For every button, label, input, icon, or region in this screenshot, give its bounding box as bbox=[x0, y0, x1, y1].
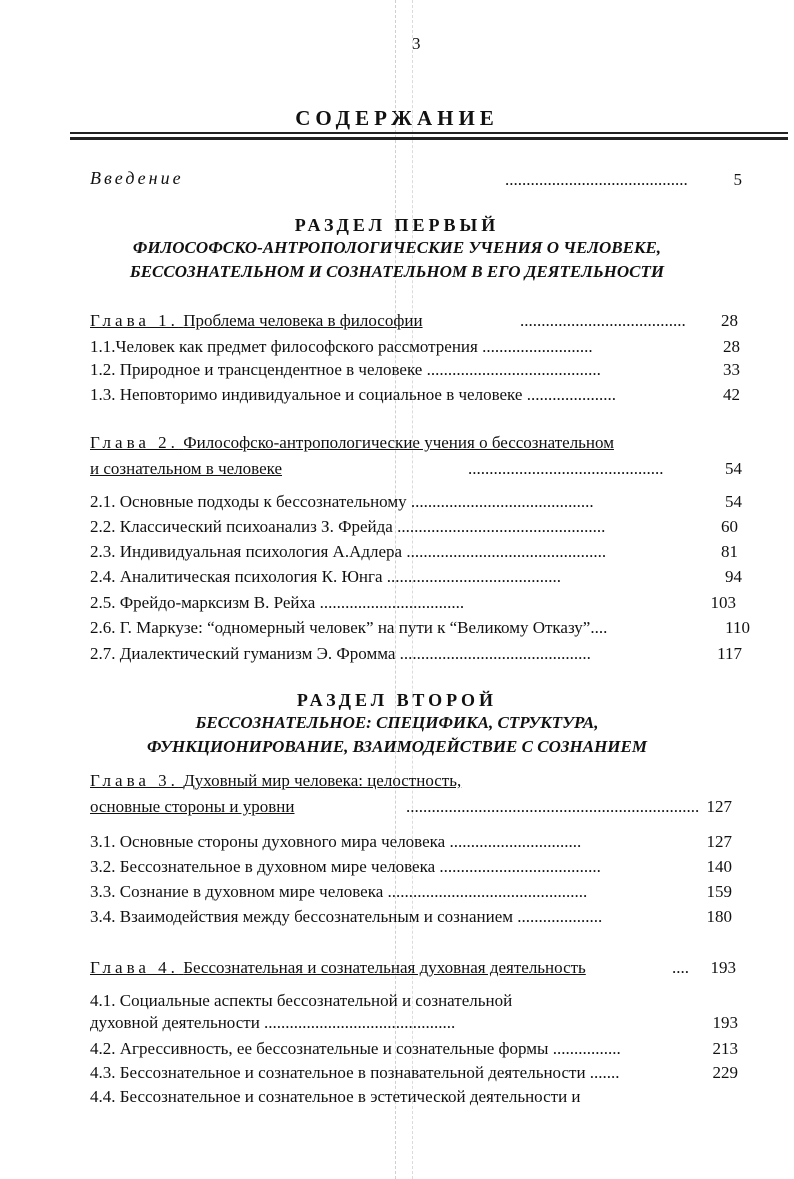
toc-item-1-2-page: 33 bbox=[723, 360, 740, 379]
toc-item-3-4-page: 180 bbox=[706, 907, 732, 926]
toc-item-2-1-page: 54 bbox=[725, 492, 742, 511]
toc-item-3-1-page: 127 bbox=[706, 832, 732, 851]
chapter4-title[interactable] bbox=[90, 958, 586, 978]
toc-item-2-6-page: 110 bbox=[725, 618, 750, 637]
toc-item-2-7-page: 117 bbox=[717, 644, 742, 663]
toc-item-3-3[interactable]: 3.3. Сознание в духовном мире человека ............................................... bbox=[90, 882, 588, 901]
toc-item-2-5[interactable]: 2.5. Фрейдо-марксизм В. Рейха .................................. bbox=[90, 593, 465, 612]
chapter2-dots: .............................................. bbox=[468, 459, 664, 478]
chapter2-page: 54 bbox=[725, 459, 742, 478]
toc-item-3-1[interactable]: 3.1. Основные стороны духовного мира человека ............................... bbox=[90, 832, 582, 851]
section2-subtitle-1: БЕССОЗНАТЕЛЬНОЕ: СПЕЦИФИКА, СТРУКТУРА, bbox=[195, 713, 599, 732]
toc-item-4-4[interactable]: 4.4. Бессознательное и сознательное в эстетической деятельности и bbox=[90, 1087, 581, 1106]
toc-item-3-2-page: 140 bbox=[706, 857, 732, 876]
toc-item-1-3[interactable]: 1.3. Неповторимо индивидуальное и социальное в человеке ..................... bbox=[90, 385, 616, 404]
page-number: 3 bbox=[412, 34, 421, 53]
chapter3-name: Духовный мир человека: целостность, bbox=[183, 771, 462, 790]
toc-item-3-3-page: 159 bbox=[706, 882, 732, 901]
chapter2-prefix: Глава 2. bbox=[90, 433, 179, 452]
chapter3-dots: ..................................................................... bbox=[406, 797, 700, 816]
toc-item-2-7[interactable]: 2.7. Диалектический гуманизм Э. Фромма ............................................. bbox=[90, 644, 591, 663]
toc-item-1-1[interactable]: 1.1.Человек как предмет философского рассмотрения .......................... bbox=[90, 337, 593, 356]
chapter2-title-cont[interactable]: и сознательном в человеке bbox=[90, 459, 283, 478]
toc-item-2-4-page: 94 bbox=[725, 567, 742, 586]
toc-item-4-2-page: 213 bbox=[712, 1039, 738, 1058]
toc-item-3-4[interactable]: 3.4. Взаимодействия между бессознательным и сознанием .................... bbox=[90, 907, 603, 926]
toc-item-2-2-page: 60 bbox=[721, 517, 738, 536]
chapter1-title[interactable] bbox=[90, 311, 423, 331]
chapter4-prefix: Глава 4. bbox=[90, 958, 179, 977]
chapter4-name: Бессознательная и сознательная духовная деятельность bbox=[183, 958, 586, 977]
toc-item-4-1[interactable]: 4.1. Социальные аспекты бессознательной и сознательной bbox=[90, 991, 513, 1010]
toc-item-2-3-page: 81 bbox=[721, 542, 738, 561]
chapter3-title[interactable] bbox=[90, 771, 461, 791]
toc-item-2-1[interactable]: 2.1. Основные подходы к бессознательному ........................................... bbox=[90, 492, 594, 511]
toc-item-2-3[interactable]: 2.3. Индивидуальная психология А.Адлера ............................................... bbox=[90, 542, 607, 561]
toc-item-4-3-page: 229 bbox=[712, 1063, 738, 1082]
toc-item-2-4[interactable]: 2.4. Аналитическая психология К. Юнга ......................................... bbox=[90, 567, 562, 586]
toc-item-2-5-page: 103 bbox=[710, 593, 736, 612]
title-rule-bottom bbox=[70, 137, 788, 140]
intro-dots: ........................................... bbox=[505, 170, 688, 189]
toc-item-3-2[interactable]: 3.2. Бессознательное в духовном мире человека ...................................... bbox=[90, 857, 601, 876]
chapter2-name: Философско-антропологические учения о бессознательном bbox=[183, 433, 614, 452]
toc-item-1-3-page: 42 bbox=[723, 385, 740, 404]
section1-heading: РАЗДЕЛ ПЕРВЫЙ bbox=[294, 215, 500, 235]
section1-subtitle-2: БЕССОЗНАТЕЛЬНОМ И СОЗНАТЕЛЬНОМ В ЕГО ДЕЯТЕЛЬНОСТИ bbox=[129, 262, 665, 281]
intro-label[interactable]: Введение bbox=[90, 168, 184, 188]
chapter1-dots: ....................................... bbox=[520, 311, 686, 330]
chapter3-title-cont[interactable]: основные стороны и уровни bbox=[90, 797, 295, 816]
toc-item-2-6[interactable]: 2.6. Г. Маркузе: “одномерный человек” на пути к “Великому Отказу”.... bbox=[90, 618, 608, 637]
chapter1-prefix: Глава 1. bbox=[90, 311, 179, 330]
toc-item-4-3[interactable]: 4.3. Бессознательное и сознательное в познавательной деятельности ....... bbox=[90, 1063, 620, 1082]
toc-item-1-2[interactable]: 1.2. Природное и трансцендентное в человеке ......................................... bbox=[90, 360, 601, 379]
chapter1-page: 28 bbox=[721, 311, 738, 330]
toc-item-2-2[interactable]: 2.2. Классический психоанализ З. Фрейда ................................................. bbox=[90, 517, 606, 536]
toc-item-4-2[interactable]: 4.2. Агрессивность, ее бессознательные и сознательные формы ................ bbox=[90, 1039, 621, 1058]
toc-item-4-1-cont[interactable]: духовной деятельности ............................................. bbox=[90, 1013, 456, 1032]
title-rule-top bbox=[70, 132, 788, 134]
intro-page: 5 bbox=[733, 170, 742, 189]
section2-heading: РАЗДЕЛ ВТОРОЙ bbox=[296, 690, 498, 710]
toc-item-1-1-page: 28 bbox=[723, 337, 740, 356]
page-title: СОДЕРЖАНИЕ bbox=[295, 106, 499, 130]
chapter4-page: 193 bbox=[710, 958, 736, 977]
chapter1-name: Проблема человека в философии bbox=[183, 311, 423, 330]
section2-subtitle-2: ФУНКЦИОНИРОВАНИЕ, ВЗАИМОДЕЙСТВИЕ С СОЗНАНИЕМ bbox=[147, 737, 647, 756]
chapter3-page: 127 bbox=[706, 797, 732, 816]
section1-subtitle-1: ФИЛОСОФСКО-АНТРОПОЛОГИЧЕСКИЕ УЧЕНИЯ О ЧЕЛОВЕКЕ, bbox=[132, 238, 662, 257]
chapter2-title[interactable] bbox=[90, 433, 614, 453]
chapter3-prefix: Глава 3. bbox=[90, 771, 179, 790]
toc-item-4-1-page: 193 bbox=[712, 1013, 738, 1032]
chapter4-dots: .... bbox=[672, 958, 689, 977]
